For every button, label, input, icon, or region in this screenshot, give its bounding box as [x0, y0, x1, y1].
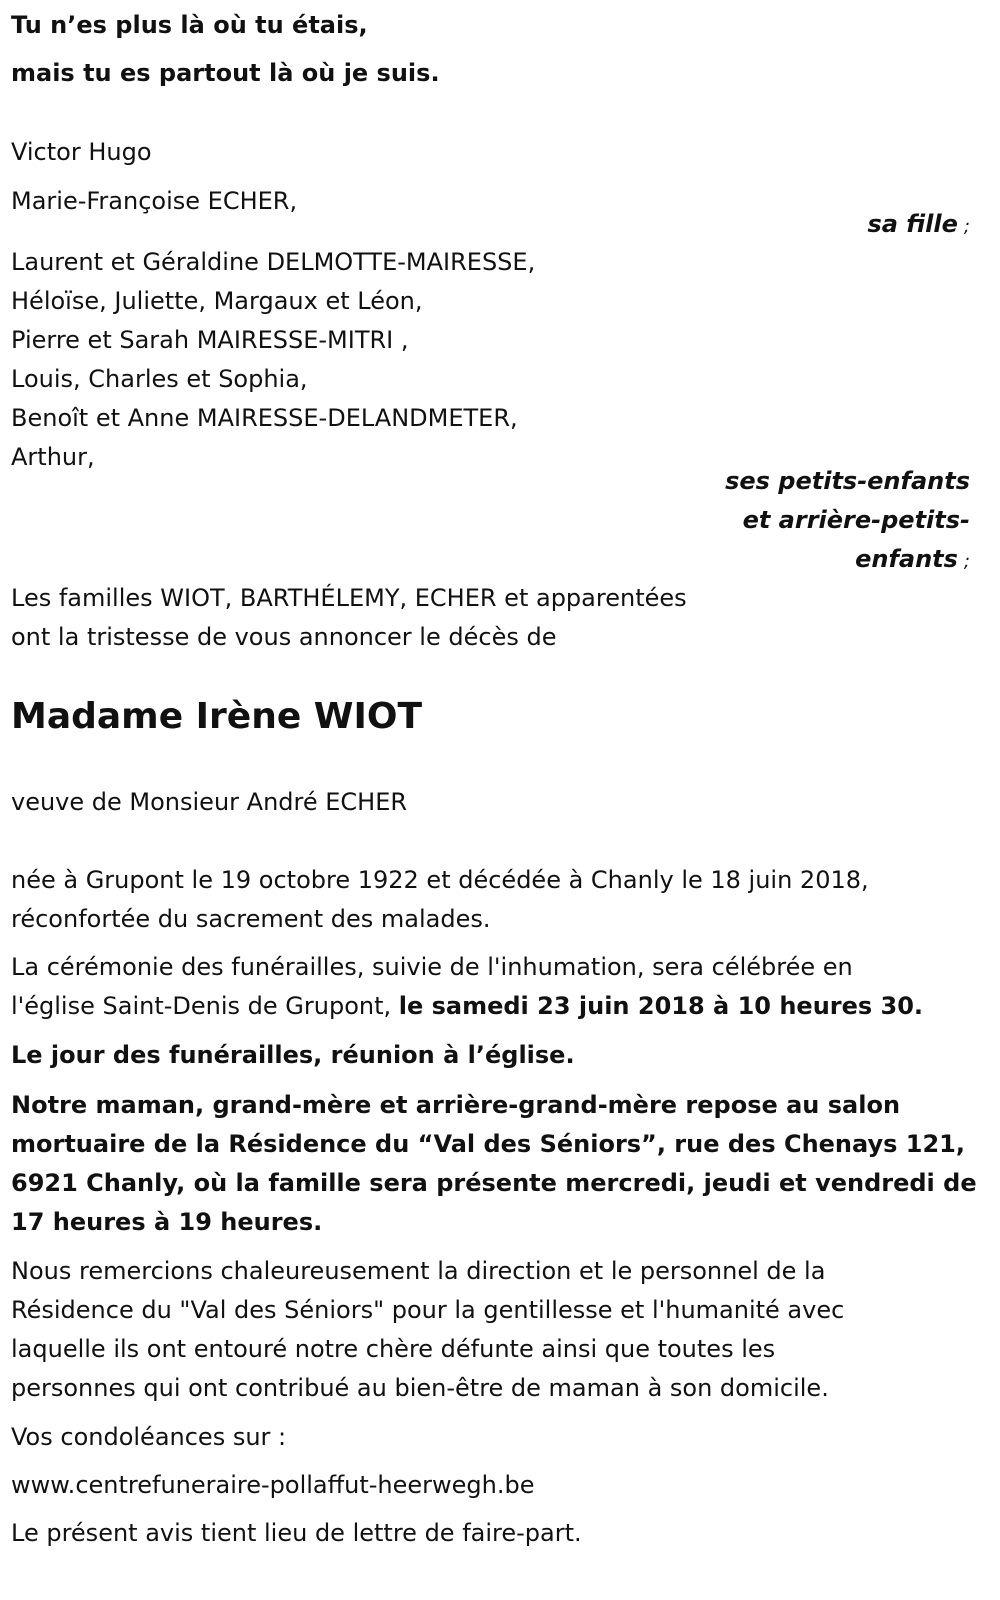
grandchild-line: Héloïse, Juliette, Margaux et Léon, [11, 287, 423, 315]
quote-line: Tu n’es plus là où tu étais, [11, 11, 368, 39]
thanks-line: personnes qui ont contribué au bien-être de maman à son domicile. [11, 1374, 829, 1402]
birth-death-line: réconfortée du sacrement des malades. [11, 905, 491, 933]
grandchild-line: Louis, Charles et Sophia, [11, 365, 308, 393]
birth-death-line: née à Grupont le 19 octobre 1922 et décédée à Chanly le 18 juin 2018, [11, 866, 869, 894]
closing-note: Le présent avis tient lieu de lettre de faire-part. [11, 1519, 582, 1547]
grandchild-line: Laurent et Géraldine DELMOTTE-MAIRESSE, [11, 248, 536, 276]
grandchild-line: Arthur, [11, 443, 95, 471]
role-line: enfants [855, 545, 958, 573]
meeting: Le jour des funérailles, réunion à l’église. [11, 1041, 575, 1069]
deceased-name: Madame Irène WIOT [11, 696, 423, 737]
thanks-line: Résidence du "Val des Séniors" pour la gentillesse et l'humanité avec [11, 1296, 845, 1324]
daughter-role [867, 205, 970, 244]
quote-2 [11, 54, 440, 93]
thanks-line: Nous remercions chaleureusement la direction et le personnel de la [11, 1257, 826, 1285]
condolences-link[interactable]: www.centrefuneraire-pollaffut-heerwegh.be [11, 1471, 535, 1499]
ceremony-place: l'église Saint-Denis de Grupont, [11, 992, 399, 1020]
grandchild-line: Pierre et Sarah MAIRESSE-MITRI , [11, 326, 409, 354]
visitation [11, 1086, 977, 1242]
visitation-line: Notre maman, grand-mère et arrière-grand-mère repose au salon [11, 1091, 901, 1119]
announcement [11, 579, 687, 657]
quote-line: mais tu es partout là où je suis. [11, 59, 440, 87]
announcement-line: ont la tristesse de vous annoncer le décès de [11, 623, 557, 651]
ceremony-datetime: le samedi 23 juin 2018 à 10 heures 30. [398, 992, 924, 1020]
ceremony-line: La cérémonie des funérailles, suivie de l'inhumation, sera célébrée en [11, 953, 853, 981]
quote [11, 6, 368, 45]
daughter-name: Marie-Françoise ECHER, [11, 187, 298, 215]
grandchildren-list [11, 243, 535, 477]
widow-of: veuve de Monsieur André ECHER [11, 788, 408, 816]
visitation-line: mortuaire de la Résidence du “Val des Séniors”, rue des Chenays 121, [11, 1130, 965, 1158]
grandchildren-role [725, 462, 970, 579]
condolences-label: Vos condoléances sur : [11, 1423, 287, 1451]
separator: ; [963, 216, 970, 237]
role-line: ses petits-enfants [725, 467, 970, 495]
ceremony [11, 948, 923, 1026]
visitation-line: 17 heures à 19 heures. [11, 1208, 323, 1236]
grandchild-line: Benoît et Anne MAIRESSE-DELANDMETER, [11, 404, 518, 432]
role-line: et arrière-petits- [742, 506, 970, 534]
birth-death [11, 861, 869, 939]
thanks [11, 1252, 844, 1408]
thanks-line: laquelle ils ont entouré notre chère défunte ainsi que toutes les [11, 1335, 776, 1363]
separator: ; [963, 551, 970, 572]
quote-author: Victor Hugo [11, 138, 152, 166]
role-text: sa fille [867, 210, 958, 238]
announcement-line: Les familles WIOT, BARTHÉLEMY, ECHER et apparentées [11, 584, 687, 612]
visitation-line: 6921 Chanly, où la famille sera présente mercredi, jeudi et vendredi de [11, 1169, 977, 1197]
